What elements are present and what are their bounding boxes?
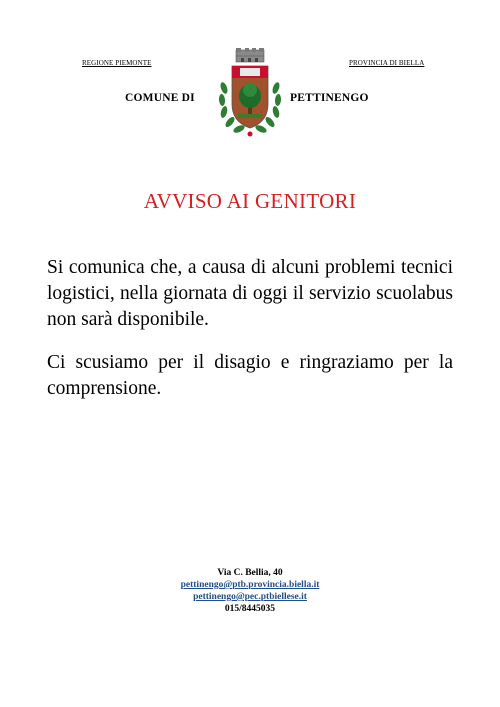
- notice-title: AVVISO AI GENITORI: [143, 189, 357, 213]
- footer-email-link-1[interactable]: pettinengo@ptb.provincia.biella.it: [180, 580, 320, 590]
- municipal-coat-of-arms-icon: [216, 48, 284, 140]
- province-label: PROVINCIA DI BIELLA: [349, 59, 425, 67]
- comune-name: PETTINENGO: [290, 92, 369, 104]
- notice-paragraph-1: Si comunica che, a causa di alcuni problemi tecnici logistici, nella giornata di oggi il servizio scuolabus non sarà disponibile.: [47, 257, 453, 330]
- footer-phone: 015/8445035: [224, 604, 276, 614]
- crown-icon: [236, 48, 264, 62]
- comune-prefix: COMUNE DI: [125, 92, 195, 104]
- footer-email-link-2[interactable]: pettinengo@pec.ptbiellese.it: [193, 592, 307, 602]
- notice-paragraph-2: Ci scusiamo per il disagio e ringraziamo per la comprensione.: [47, 352, 453, 399]
- region-label: REGIONE PIEMONTE: [82, 59, 152, 67]
- footer-address: Via C. Bellia, 40: [217, 568, 283, 578]
- shield-icon: [232, 66, 268, 128]
